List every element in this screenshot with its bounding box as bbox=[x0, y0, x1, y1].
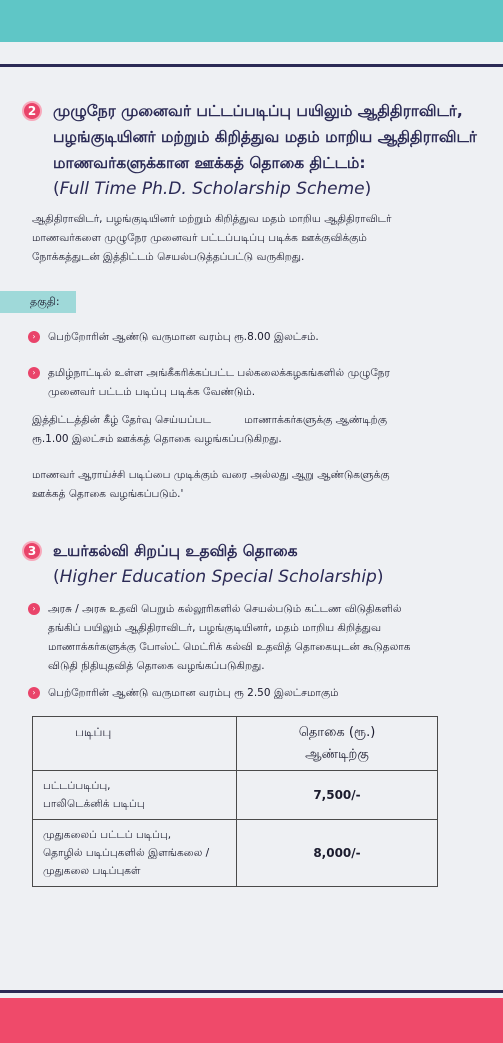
note-line: இத்திட்டத்தின் கீழ் தேர்வு செய்யப்பட மாணாக்கர்களுக்கு ஆண்டிற்கு bbox=[32, 414, 388, 426]
section-2-note-1 bbox=[32, 411, 462, 449]
bullet-line: பெற்றோரின் ஆண்டு வருமான வரம்பு ரூ.8.00 இலட்சம். bbox=[48, 331, 319, 343]
title-line: பழங்குடியினர் மற்றும் கிறித்துவ மதம் மாறிய ஆதிதிராவிடர் bbox=[53, 128, 477, 146]
section-2-heading bbox=[22, 98, 477, 202]
note-line: ரூ.1.00 இலட்சம் ஊக்கத் தொகை வழங்கப்படுகிறது. bbox=[32, 433, 282, 445]
list-item bbox=[28, 684, 448, 703]
bullet-icon: › bbox=[28, 687, 40, 699]
bullet-line: விடுதி நிதியுதவித் தொகை வழங்கப்படுகிறது. bbox=[48, 660, 265, 672]
top-band bbox=[0, 0, 503, 42]
section-2-title bbox=[53, 98, 477, 202]
title-line: முழுநேர முனைவர் பட்டப்படிப்பு பயிலும் ஆதிதிராவிடர், bbox=[53, 102, 463, 120]
note-line: மாணவர் ஆராய்ச்சி படிப்பை முடிக்கும் வரை அல்லது ஆறு ஆண்டுகளுக்கு bbox=[32, 469, 390, 481]
bullet-line: அரசு / அரசு உதவி பெறும் கல்லூரிகளில் செயல்படும் கட்டண விடுதிகளில் bbox=[48, 603, 402, 615]
intro-line: ஆதிதிராவிடர், பழங்குடியினர் மற்றும் கிறித்துவ மதம் மாறிய ஆதிதிராவிடர் bbox=[32, 213, 392, 225]
section-number-badge: 2 bbox=[22, 101, 42, 121]
table-header-row bbox=[33, 717, 438, 771]
bottom-divider bbox=[0, 990, 503, 993]
scholarship-table bbox=[32, 716, 438, 887]
amount-cell: 7,500/- bbox=[237, 771, 438, 820]
title-english: (Higher Education Special Scholarship) bbox=[53, 567, 384, 587]
section-2-note-2 bbox=[32, 466, 462, 504]
list-item bbox=[28, 600, 448, 676]
column-header-course: படிப்பு bbox=[33, 717, 237, 771]
eligibility-label: தகுதி: bbox=[0, 291, 76, 313]
course-cell: பட்டப்படிப்பு, பாலிடெக்னிக் படிப்பு bbox=[33, 771, 237, 820]
list-item bbox=[28, 364, 448, 402]
bullet-line: தங்கிப் பயிலும் ஆதிதிராவிடர், பழங்குடியினர், மதம் மாறிய கிறித்துவ bbox=[48, 622, 382, 634]
bottom-band bbox=[0, 998, 503, 1043]
amount-cell: 8,000/- bbox=[237, 820, 438, 887]
title-line: மாணவர்களுக்கான ஊக்கத் தொகை திட்டம்: bbox=[53, 154, 366, 172]
title-line: உயர்கல்வி சிறப்பு உதவித் தொகை bbox=[53, 542, 298, 560]
intro-line: நோக்கத்துடன் இத்திட்டம் செயல்படுத்தப்பட்டு வருகிறது. bbox=[32, 251, 305, 263]
section-3-title bbox=[53, 538, 384, 590]
bullet-line: தமிழ்நாட்டில் உள்ள அங்கீகரிக்கப்பட்ட பல்கலைக்கழகங்களில் முழுநேர bbox=[48, 367, 390, 379]
top-divider bbox=[0, 64, 503, 67]
intro-line: மாணவர்களை முழுநேர முனைவர் பட்டப்படிப்பு படிக்க ஊக்குவிக்கும் bbox=[32, 232, 367, 244]
list-item bbox=[28, 328, 448, 347]
section-number-badge: 3 bbox=[22, 541, 42, 561]
section-2-intro bbox=[32, 210, 462, 267]
table-row bbox=[33, 771, 438, 820]
column-header-amount: தொகை (ரூ.) ஆண்டிற்கு bbox=[237, 717, 438, 771]
bullet-icon: › bbox=[28, 367, 40, 379]
bullet-line: மாணாக்கர்களுக்கு போஸ்ட் மெட்ரிக் கல்வி உதவித் தொகையுடன் கூடுதலாக bbox=[48, 641, 411, 653]
bullet-icon: › bbox=[28, 603, 40, 615]
course-cell: முதுகலைப் பட்டப் படிப்பு, தொழில் படிப்புகளில் இளங்கலை / முதுகலை படிப்புகள் bbox=[33, 820, 237, 887]
table-row bbox=[33, 820, 438, 887]
note-line: ஊக்கத் தொகை வழங்கப்படும்.' bbox=[32, 488, 184, 500]
section-3-heading bbox=[22, 538, 384, 590]
title-english: (Full Time Ph.D. Scholarship Scheme) bbox=[53, 179, 372, 199]
bullet-line: பெற்றோரின் ஆண்டு வருமான வரம்பு ரூ 2.50 இலட்சமாகும் bbox=[48, 687, 339, 699]
bullet-icon: › bbox=[28, 331, 40, 343]
bullet-line: முனைவர் பட்டம் படிப்பு படிக்க வேண்டும். bbox=[48, 386, 256, 398]
